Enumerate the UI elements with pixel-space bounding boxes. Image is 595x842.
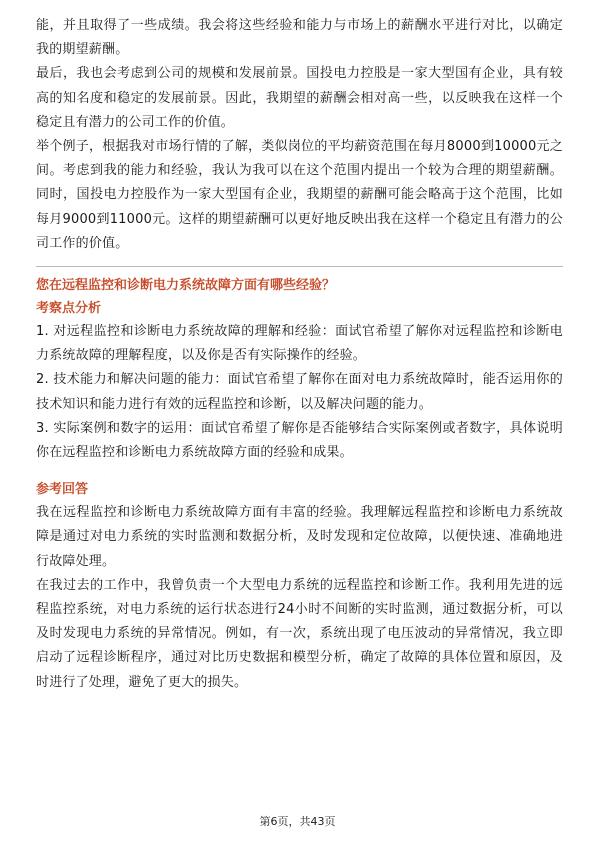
analysis-item: 1. 对远程监控和诊断电力系统故障的理解和经验：面试官希望了解你对远程监控和诊断电力系统故障的理解程度，以及你是否有实际操作的经验。 bbox=[36, 324, 563, 364]
page-content bbox=[36, 14, 563, 695]
section-divider bbox=[36, 266, 563, 267]
analysis-heading: 考察点分析 bbox=[36, 301, 102, 317]
body-paragraph: 最后，我也会考虑到公司的规模和发展前景。国投电力控股是一家大型国有企业，具有较高的知名度和稳定的发展前景。因此，我期望的薪酬会相对高一些，以反映我在这样一个稳定且有潜力的公司工作的价值。 bbox=[36, 66, 563, 130]
page-number-footer: 第6页，共43页 bbox=[259, 815, 336, 828]
answer-heading: 参考回答 bbox=[36, 482, 89, 498]
analysis-item: 3. 实际案例和数字的运用：面试官希望了解你是否能够结合实际案例或者数字，具体说明你在远程监控和诊断电力系统故障方面的经验和成果。 bbox=[36, 420, 563, 461]
section-spacer bbox=[36, 465, 563, 479]
question-title: 您在远程监控和诊断电力系统故障方面有哪些经验？ bbox=[36, 278, 336, 294]
body-paragraph: 举个例子，根据我对市场行情的了解，类似岗位的平均薪资范围在每月8000到10000元之间。考虑到我的能力和经验，我认为我可以在这个范围内提出一个较为合理的期望薪酬。同时，国投电力控股作为一家大型国有企业，我期望的薪酬可能会略高于这个范围，比如每月9000到11000元。这样的期望薪酬可以更好地反映出我在这样一个稳定且有潜力的公司工作的价值。 bbox=[36, 139, 563, 251]
analysis-item: 2. 技术能力和解决问题的能力：面试官希望了解你在面对电力系统故障时，能否运用你的技术知识和能力进行有效的远程监控和诊断，以及解决问题的能力。 bbox=[36, 372, 563, 412]
answer-paragraph: 我在远程监控和诊断电力系统故障方面有丰富的经验。我理解远程监控和诊断电力系统故障是通过对电力系统的实时监测和数据分析，及时发现和定位故障，以便快速、准确地进行故障处理。 bbox=[36, 505, 563, 569]
answer-paragraph: 在我过去的工作中，我曾负责一个大型电力系统的远程监控和诊断工作。我利用先进的远程监控系统，对电力系统的运行状态进行24小时不间断的实时监测，通过数据分析，可以及时发现电力系统的异常情况。例如，有一次，系统出现了电压波动的异常情况，我立即启动了远程诊断程序，通过对比历史数据和模型分析，确定了故障的具体位置和原因，及时进行了处理，避免了更大的损失。 bbox=[36, 577, 563, 690]
body-paragraph: 能，并且取得了一些成绩。我会将这些经验和能力与市场上的薪酬水平进行对比，以确定我的期望薪酬。 bbox=[36, 18, 563, 58]
